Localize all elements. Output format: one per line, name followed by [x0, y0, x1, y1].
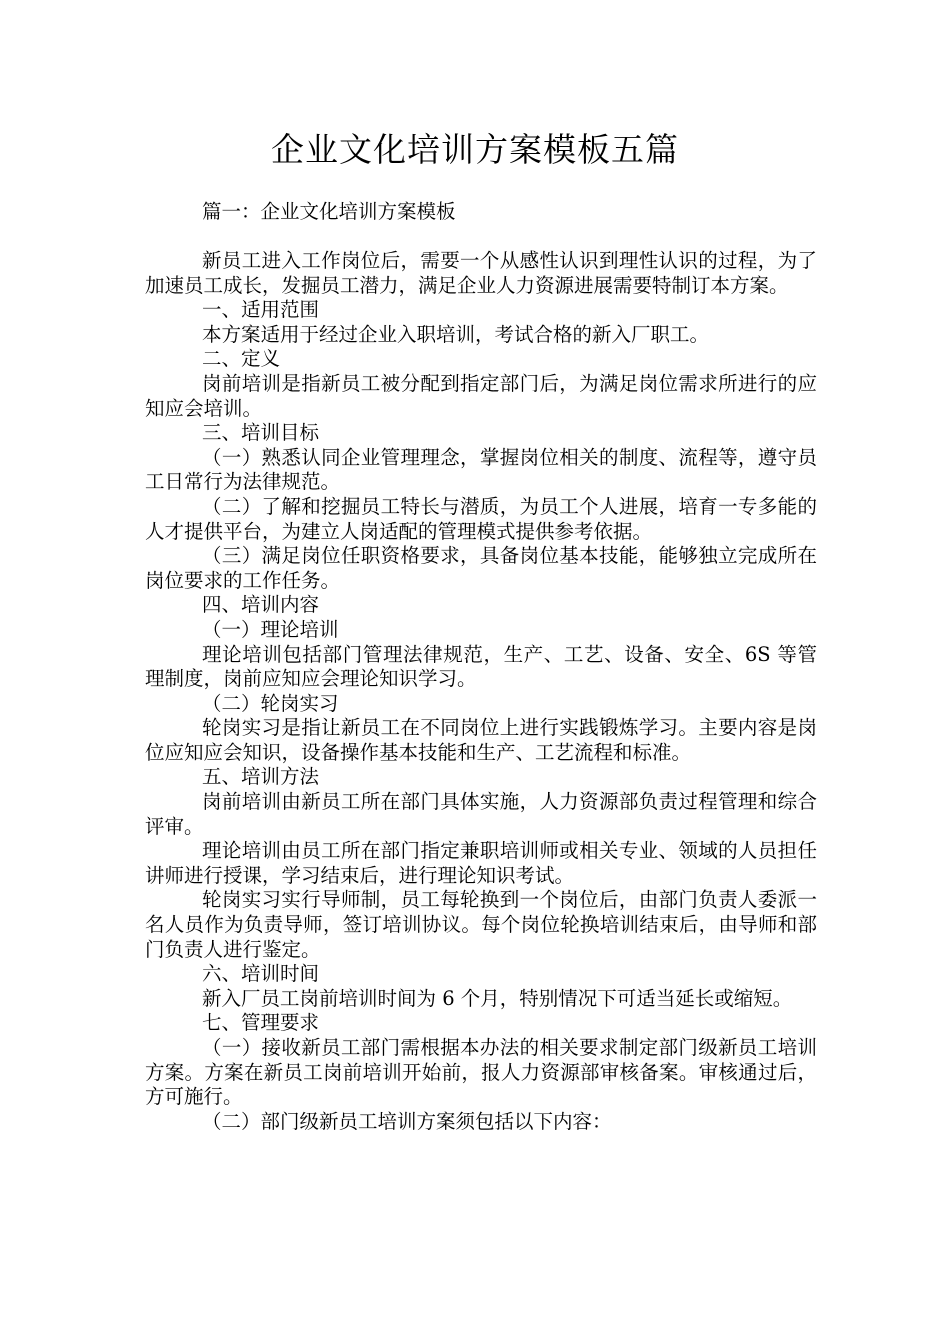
section-heading: 三、培训目标	[202, 421, 320, 445]
paragraph: 理论培训包括部门管理法律规范，生产、工艺、设备、安全、6S 等管理制度，岗前应知应会理论知识学习。	[145, 642, 817, 691]
list-item: （三）满足岗位任职资格要求，具备岗位基本技能，能够独立完成所在岗位要求的工作任务。	[145, 544, 817, 592]
document-title: 企业文化培训方案模板五篇	[271, 130, 679, 169]
subsection-heading: （一）理论培训	[202, 617, 339, 641]
paragraph: 本方案适用于经过企业入职培训，考试合格的新入厂职工。	[202, 322, 710, 346]
paragraph: 新入厂员工岗前培训时间为 6 个月，特别情况下可适当延长或缩短。	[202, 986, 793, 1010]
list-item: （一）熟悉认同企业管理理念，掌握岗位相关的制度、流程等，遵守员工日常行为法律规范。	[145, 445, 817, 494]
document-body	[145, 249, 817, 1134]
section-heading: 四、培训内容	[202, 593, 320, 617]
paragraph: 轮岗实习是指让新员工在不同岗位上进行实践锻炼学习。主要内容是岗位应知应会知识，设备操作基本技能和生产、工艺流程和标准。	[145, 716, 817, 764]
paragraph: 轮岗实习实行导师制，员工每轮换到一个岗位后，由部门负责人委派一名人员作为负责导师，签订培训协议。每个岗位轮换培训结束后，由导师和部门负责人进行鉴定。	[145, 888, 817, 961]
section-heading: 二、定义	[202, 347, 281, 371]
paragraph: 新员工进入工作岗位后，需要一个从感性认识到理性认识的过程，为了加速员工成长，发掘员工潜力，满足企业人力资源进展需要特制订本方案。	[145, 249, 817, 297]
section-heading: 七、管理要求	[202, 1011, 320, 1035]
section-heading: 五、培训方法	[202, 765, 320, 789]
document-subtitle: 篇一：企业文化培训方案模板	[202, 200, 456, 223]
paragraph: 岗前培训由新员工所在部门具体实施，人力资源部负责过程管理和综合评审。	[145, 790, 817, 838]
list-item: （二）了解和挖掘员工特长与潜质，为员工个人进展，培育一专多能的人才提供平台，为建立人岗适配的管理模式提供参考依据。	[145, 494, 817, 543]
section-heading: 六、培训时间	[202, 962, 320, 986]
subsection-heading: （二）轮岗实习	[202, 691, 339, 715]
paragraph: 岗前培训是指新员工被分配到指定部门后，为满足岗位需求所进行的应知应会培训。	[145, 371, 817, 420]
section-heading: 一、适用范围	[202, 298, 320, 322]
list-item: （二）部门级新员工培训方案须包括以下内容：	[202, 1109, 612, 1133]
list-item: （一）接收新员工部门需根据本办法的相关要求制定部门级新员工培训方案。方案在新员工岗前培训开始前，报人力资源部审核备案。审核通过后，方可施行。	[145, 1036, 817, 1109]
paragraph: 理论培训由员工所在部门指定兼职培训师或相关专业、领域的人员担任讲师进行授课，学习结束后，进行理论知识考试。	[145, 839, 817, 887]
